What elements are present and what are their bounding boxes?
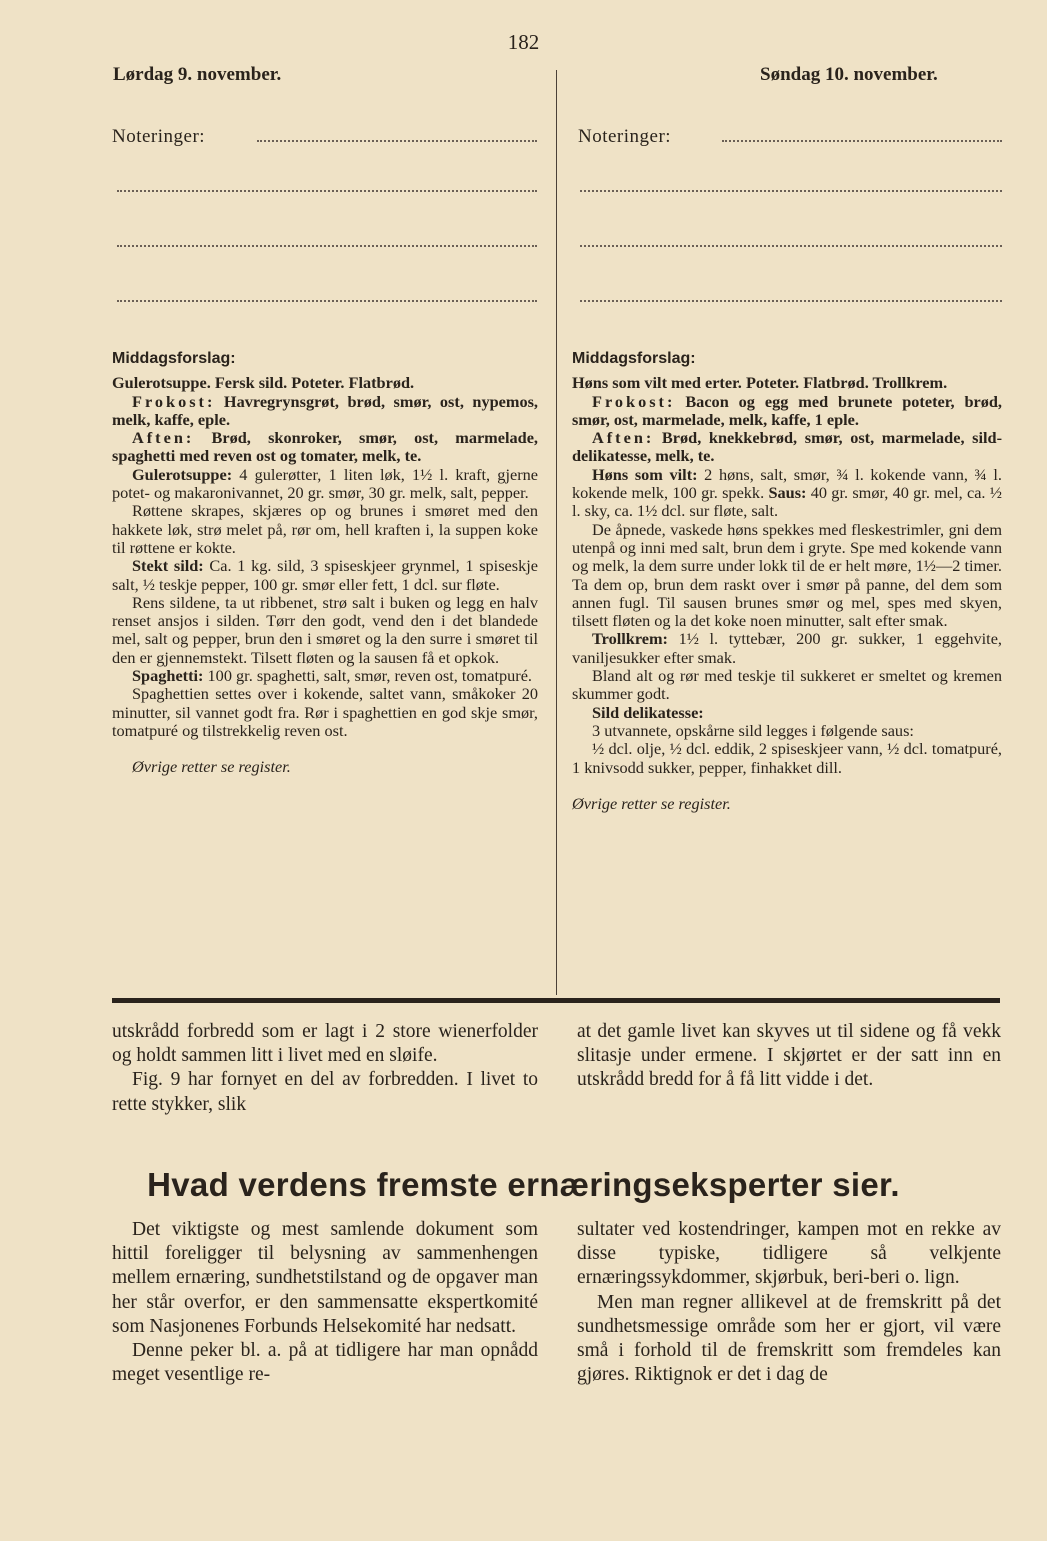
- recipe-paragraph: [572, 466, 1002, 521]
- recipe-paragraph: [572, 521, 1002, 631]
- recipe-text-run: Høns som vilt:: [592, 464, 698, 484]
- left-notes-line-1: [257, 140, 537, 142]
- right-notes-line-1: [722, 140, 1002, 142]
- continuation-left-column: [112, 1020, 538, 1117]
- recipe-text-run: Røttene skrapes, skjæres op og brunes i smøret med den hakkete løk, strø melet på, rør om, hell kraften i, la suppen koke til røttene er kokte.: [112, 501, 538, 557]
- recipe-text-run: Høns som vilt med erter. Poteter. Flatbrød. Trollkrem.: [572, 373, 948, 393]
- recipe-text-run: 4 gulerøtter, 1 liten løk, 1½ l. kraft, gjerne potet- og makaronivannet, 20 gr. smør, 30 gr. melk, salt, pepper.: [112, 464, 538, 503]
- recipe-text-run: Saus:: [764, 483, 807, 503]
- recipe-text-run: Spaghettien settes over i kokende, saltet vann, småkoker 20 minutter, sil vannet godt fra. Rør i spaghettien en god skje smør, tomatpuré og tilstrekkelig reven ost.: [112, 684, 538, 740]
- recipe-text-run: Sild delikatesse:: [592, 702, 704, 722]
- left-notes-line-2: [117, 190, 537, 192]
- section-separator: [112, 998, 1000, 1003]
- recipe-text-run: Trollkrem:: [592, 629, 668, 649]
- right-menu-column: [572, 350, 1002, 813]
- continuation-right-paragraph-1: at det gamle livet kan skyves ut til sidene og få vekk slitasje under ermene. I skjørtet er der satt inn en utskrådd bredd for å få litt vidde i det.: [577, 1021, 1001, 1091]
- right-notes-line-3: [580, 245, 1002, 247]
- recipe-paragraph: [112, 429, 538, 466]
- article-headline: Hvad verdens fremste ernæringseksperter sier.: [147, 1166, 900, 1203]
- recipe-paragraph: [572, 740, 1002, 777]
- right-more-dishes: Øvrige retter se register.: [572, 793, 731, 813]
- recipe-text-run: De åpnede, vaskede høns spekkes med fleskestrimler, gni dem utenpå og inni med salt, brun dem i gryte. Spe med kokende vann og melk, la dem surre under lokk til de er helt møre, 1½—2 timer. Ta dem op, brun dem raskt over i smør på panne, del dem som annen fugl. Til sausen brunes smør og mel, spes med skyen, tilsett fløten og la det koke noen minutter, salt efter smak.: [572, 519, 1002, 631]
- continuation-left-paragraph-2: Fig. 9 har fornyet en del av forbredden. I livet to rette stykker, slik: [112, 1069, 538, 1115]
- recipe-text-run: Frokost:: [132, 391, 216, 411]
- right-recipe-body: [572, 374, 1002, 777]
- page-number: 182: [507, 30, 540, 54]
- recipe-text-run: Havregrynsgrøt, brød, smør, ost, nypemos, melk, kaffe, eple.: [112, 391, 538, 429]
- recipe-text-run: Gulerotsuppe. Fersk sild. Poteter. Flatbrød.: [112, 373, 415, 393]
- article-right-column: [577, 1218, 1001, 1387]
- recipe-text-run: 2 høns, salt, smør, ¾ l. kokende vann, ¾ l. kokende melk, 100 gr. spekk.: [572, 464, 1002, 503]
- article-right-paragraph-2: Men man regner allikevel at de fremskritt på det sundhetsmessige område som her er gjort, vil være små i forhold til de fremskritt som fremdeles kan gjøres. Riktignok er det i dag de: [577, 1291, 1001, 1386]
- recipe-text-run: Frokost:: [592, 391, 676, 411]
- recipe-text-run: Brød, skonroker, smør, ost, marmelade, spaghetti med reven ost og tomater, melk, te.: [112, 428, 538, 466]
- left-notes-line-3: [117, 245, 537, 247]
- left-more-dishes: Øvrige retter se register.: [132, 757, 291, 777]
- recipe-text-run: Gulerotsuppe:: [132, 464, 233, 484]
- right-day-heading: Søndag 10. november.: [760, 64, 938, 85]
- recipe-paragraph: [572, 667, 1002, 704]
- recipe-paragraph: [112, 594, 538, 667]
- continuation-left-paragraph-1: utskrådd forbredd som er lagt i 2 store wienerfolder og holdt sammen litt i livet med en sløife.: [112, 1021, 538, 1067]
- recipe-paragraph: [572, 722, 1002, 740]
- recipe-paragraph: [112, 393, 538, 430]
- right-notes-line-4: [580, 300, 1002, 302]
- recipe-text-run: Stekt sild:: [132, 556, 204, 576]
- recipe-paragraph: [112, 502, 538, 557]
- recipe-text-run: 40 gr. smør, 40 gr. mel, ca. ½ l. sky, ca. 1½ dcl. sur fløte, salt.: [572, 483, 1002, 521]
- recipe-text-run: 1½ l. tyttebær, 200 gr. sukker, 1 eggehvite, vaniljesukker efter smak.: [572, 629, 1002, 667]
- right-notes-line-2: [580, 190, 1002, 192]
- left-notes-line-4: [117, 300, 537, 302]
- recipe-paragraph: [112, 685, 538, 740]
- article-left-paragraph-1: Det viktigste og mest samlende dokument som hittil foreligger til belysning av sammenhengen mellem ernæring, sundhetstilstand og de opgaver man her står overfor, er den sammensatte ekspertkomité som Nasjonenes Forbunds Helsekomité har nedsatt.: [112, 1219, 538, 1337]
- left-section-label: Middagsforslag:: [112, 350, 236, 367]
- article-right-paragraph-1: sultater ved kostendringer, kampen mot en rekke av disse typiske, tidligere så velkjente ernæringssykdommer, skjørbuk, beri-beri o. lign.: [577, 1219, 1001, 1289]
- recipe-paragraph: [112, 374, 538, 392]
- continuation-right-column: [577, 1020, 1001, 1093]
- recipe-text-run: Rens sildene, ta ut ribbenet, strø salt i buken og legg en halv renset ansjos i silden. Tørr den godt, vend den i det blandede mel, salt og pepper, brun den i smøret og la den surre i smøret til den er gjennemstekt. Tilsett fløten og la sausen få et opkok.: [112, 592, 538, 667]
- recipe-paragraph: [572, 429, 1002, 466]
- left-day-heading: Lørdag 9. november.: [113, 64, 282, 85]
- left-recipe-body: [112, 374, 538, 740]
- recipe-text-run: Bland alt og rør med teskje til sukkeret er smeltet og kremen skummer godt.: [572, 666, 1002, 704]
- recipe-paragraph: [572, 393, 1002, 430]
- recipe-text-run: 100 gr. spaghetti, salt, smør, reven ost, tomatpuré.: [203, 666, 533, 686]
- left-notes-label: Noteringer:: [112, 126, 206, 147]
- recipe-paragraph: [572, 704, 1002, 722]
- recipe-text-run: Brød, knekkebrød, smør, ost, marmelade, sild-delikatesse, melk, te.: [572, 428, 1002, 466]
- left-menu-column: [112, 350, 538, 777]
- article-left-paragraph-2: Denne peker bl. a. på at tidligere har man opnådd meget vesentlige re-: [112, 1340, 538, 1386]
- recipe-paragraph: [112, 466, 538, 503]
- article-left-column: [112, 1218, 538, 1387]
- recipe-paragraph: [112, 667, 538, 685]
- recipe-paragraph: [572, 374, 1002, 392]
- column-divider: [556, 70, 557, 995]
- recipe-paragraph: [572, 630, 1002, 667]
- recipe-text-run: Aften:: [132, 428, 195, 448]
- recipe-text-run: Aften:: [592, 428, 655, 448]
- recipe-text-run: Spaghetti:: [132, 666, 204, 686]
- recipe-text-run: Bacon og egg med brunete poteter, brød, smør, ost, marmelade, melk, kaffe, 1 eple.: [572, 391, 1002, 429]
- right-notes-label: Noteringer:: [578, 126, 672, 147]
- recipe-text-run: 3 utvannete, opskårne sild legges i følgende saus:: [592, 720, 914, 740]
- recipe-text-run: Ca. 1 kg. sild, 3 spiseskjeer grynmel, 1 spiseskje salt, ½ teskje pepper, 100 gr. smør eller fett, 1 dcl. sur fløte.: [112, 556, 538, 594]
- right-section-label: Middagsforslag:: [572, 350, 696, 367]
- recipe-paragraph: [112, 557, 538, 594]
- recipe-text-run: ½ dcl. olje, ½ dcl. eddik, 2 spiseskjeer vann, ½ dcl. tomatpuré, 1 knivsodd sukker, pepper, finhakket dill.: [572, 739, 1002, 777]
